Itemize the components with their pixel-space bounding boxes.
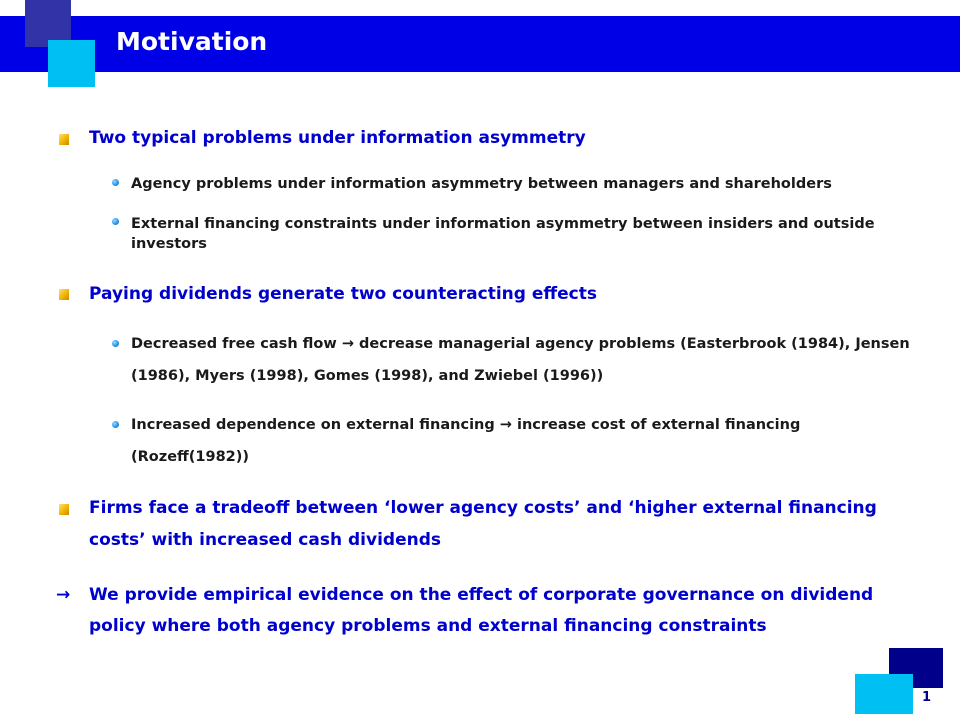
sub-item-1-1: Agency problems under information asymmetry between managers and shareholders bbox=[131, 176, 832, 192]
dot-bullet-icon bbox=[112, 421, 119, 428]
page-number: 1 bbox=[922, 690, 932, 705]
conclusion-text: We provide empirical evidence on the effect of corporate governance on dividend policy where both agency problems and external financing constraints bbox=[89, 585, 874, 636]
square-bullet-icon bbox=[59, 134, 69, 145]
sub-item-1-2: External financing constraints under information asymmetry between insiders and outside investors bbox=[131, 216, 875, 252]
dot-bullet-icon bbox=[112, 340, 119, 347]
bullet-item-1: Two typical problems under information asymmetry bbox=[89, 128, 586, 148]
bullet-item-3: Firms face a tradeoff between ‘lower agency costs’ and ‘higher external financing costs’ with increased cash dividends bbox=[89, 498, 877, 550]
bullet-item-2: Paying dividends generate two counteracting effects bbox=[89, 284, 597, 304]
arrow-icon: → bbox=[56, 585, 71, 605]
dot-bullet-icon bbox=[112, 179, 119, 186]
decor-square-cyan-top bbox=[48, 40, 95, 87]
square-bullet-icon bbox=[59, 504, 69, 515]
sub-item-2-2: Increased dependence on external financing → increase cost of external financing (Rozeff(1982)) bbox=[131, 417, 801, 465]
sub-item-2-1: Decreased free cash flow → decrease managerial agency problems (Easterbrook (1984), Jensen (1986), Myers (1998), Gomes (1998), and Zwiebel (1996)) bbox=[131, 336, 910, 384]
square-bullet-icon bbox=[59, 289, 69, 300]
slide-title: Motivation bbox=[116, 27, 268, 56]
dot-bullet-icon bbox=[112, 218, 119, 225]
decor-square-cyan-bottom bbox=[855, 674, 913, 714]
